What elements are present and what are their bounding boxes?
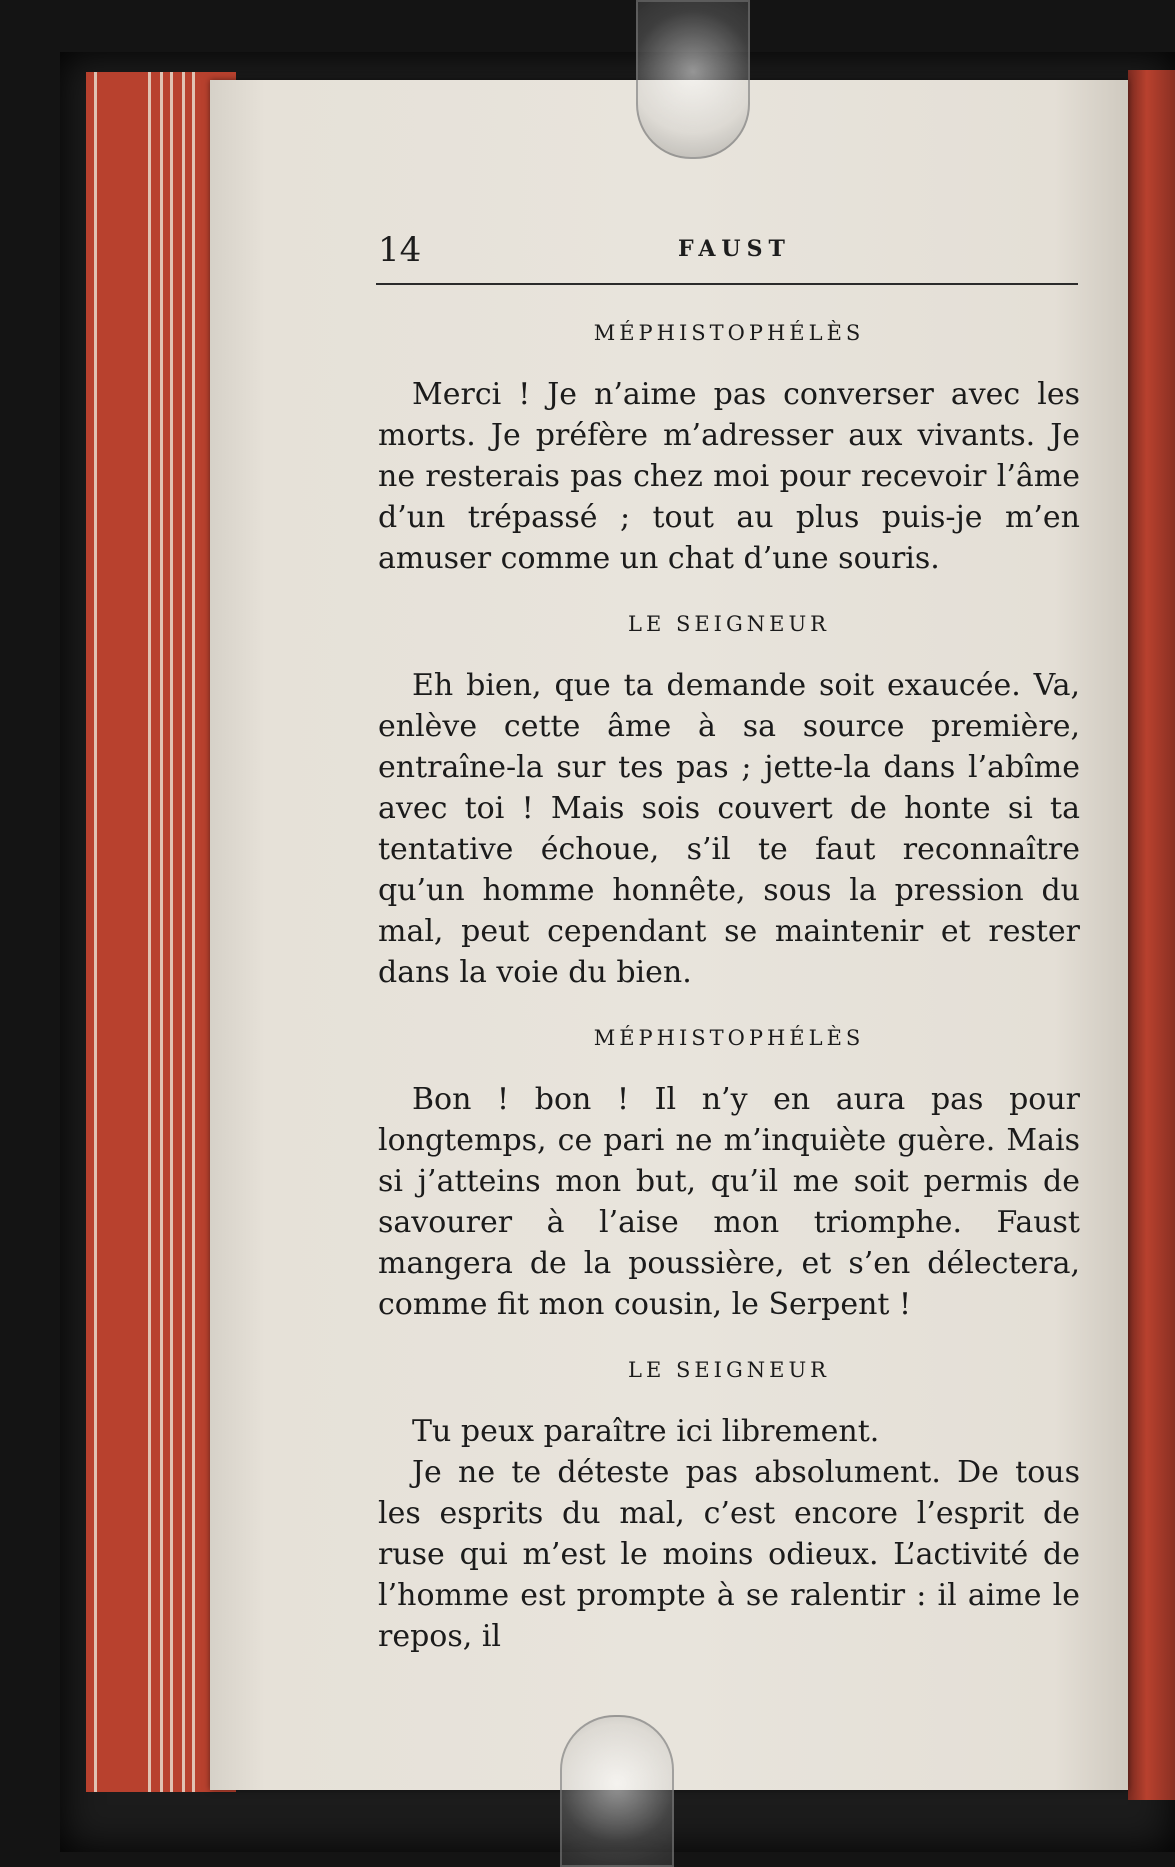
header-rule	[376, 283, 1078, 285]
paragraph: Tu peux paraître ici librement.	[412, 1414, 880, 1449]
page-clip-bottom	[560, 1715, 674, 1867]
page-body	[378, 318, 1080, 1657]
speaker-heading: MÉPHISTOPHÉLÈS	[593, 1026, 865, 1050]
paragraph: Bon ! bon ! Il n’y en aura pas pour longtemps, ce pari ne m’inquiète guère. Mais si j’atteins mon but, qu’il me soit permis de savourer à l’aise mon triomphe. Faust mangera de la poussière, et s’en délectera, comme fit mon cousin, le Serpent !	[378, 1082, 1080, 1322]
page-number: 14	[378, 230, 422, 270]
speaker-heading: LE SEIGNEUR	[628, 1358, 830, 1382]
speaker-heading: LE SEIGNEUR	[628, 612, 830, 636]
page-header	[378, 230, 1078, 270]
speaker-heading: MÉPHISTOPHÉLÈS	[593, 321, 865, 345]
running-title: FAUST	[678, 236, 791, 262]
page-edges-right	[1128, 70, 1175, 1800]
paragraph: Merci ! Je n’aime pas converser avec les morts. Je préfère m’adresser aux vivants. Je ne resterais pas chez moi pour recevoir l’âme d’un trépassé ; tout au plus puis-je m’en amuser comme un chat d’une souris.	[378, 377, 1080, 576]
paragraph: Eh bien, que ta demande soit exaucée. Va, enlève cette âme à sa source première, entraîne-la sur tes pas ; jette-la dans l’abîme avec toi ! Mais sois couvert de honte si ta tentative échoue, s’il te faut reconnaître qu’un homme honnête, sous la pression du mal, peut cependant se maintenir et rester dans la voie du bien.	[378, 668, 1080, 990]
page-clip-top	[636, 0, 750, 159]
paragraph: Je ne te déteste pas absolument. De tous les esprits du mal, c’est encore l’esprit de ruse qui m’est le moins odieux. L’activité de l’homme est prompte à se ralentir : il aime le repos, il	[378, 1455, 1080, 1654]
